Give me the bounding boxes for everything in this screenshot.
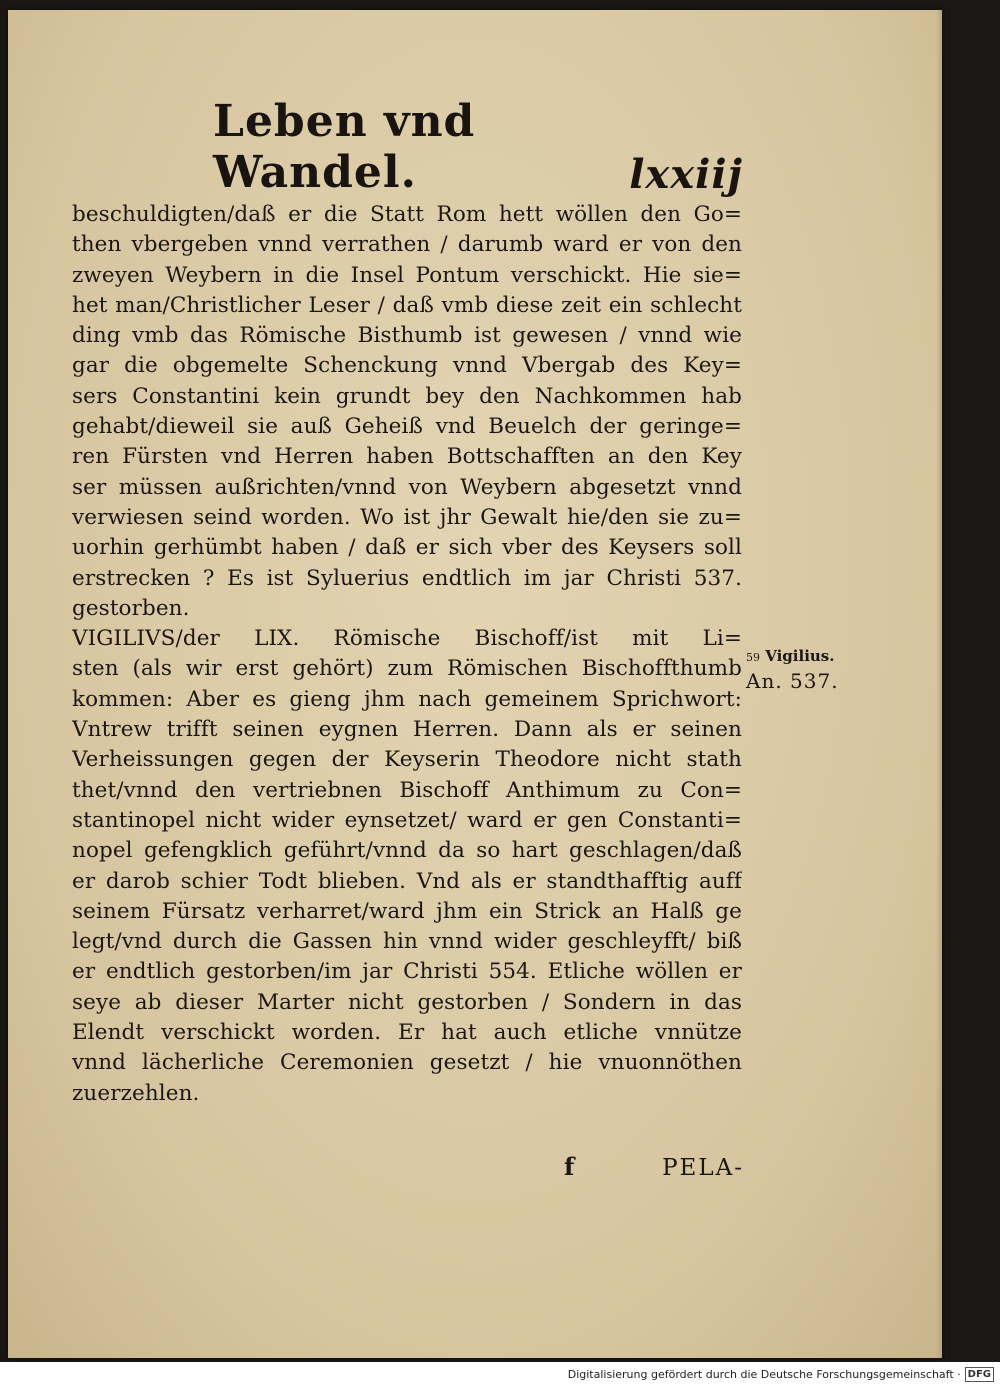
margin-note-year: An. 537. <box>746 669 839 693</box>
folio-number: lxxiij <box>629 151 743 198</box>
text-line: then vbergeben vnnd verrathen / darumb ward er von den <box>72 232 742 258</box>
text-line: legt/vnd durch die Gassen hin vnnd wider geschleyfft/ biß <box>72 929 742 955</box>
text-line: sers Constantini kein grundt bey den Nachkommen hab <box>72 383 742 409</box>
dfg-logo: DFG <box>965 1367 994 1382</box>
body-text <box>72 200 742 1109</box>
footer-text: Digitalisierung gefördert durch die Deutsche Forschungsgemeinschaft · <box>567 1367 961 1381</box>
text-line: ding vmb das Römische Bisthumb ist gewesen / vnnd wie <box>72 323 742 349</box>
text-line: gestorben. <box>72 595 190 621</box>
text-line: Vntrew trifft seinen eygnen Herren. Dann als er seinen <box>72 717 742 743</box>
text-line: verwiesen seind worden. Wo ist jhr Gewalt hie/den sie zu= <box>72 504 742 530</box>
text-line: vnnd lächerliche Ceremonien gesetzt / hie vnuonnöthen <box>72 1050 742 1076</box>
text-line: seinem Fürsatz verharret/ward jhm ein Strick an Halß ge <box>72 898 742 924</box>
text-line: erstrecken ? Es ist Syluerius endtlich im jar Christi 537. <box>72 565 742 591</box>
margin-note <box>746 646 846 694</box>
margin-note-number: 59 <box>746 651 760 664</box>
text-line: gehabt/dieweil sie auß Geheiß vnd Beuelch der geringe= <box>72 414 742 440</box>
margin-note-name: Vigilius. <box>765 647 835 665</box>
running-head-title: Leben vnd Wandel. <box>213 96 476 198</box>
text-line: zweyen Weybern in die Insel Pontum verschickt. Hie sie= <box>72 262 742 288</box>
book-page <box>8 10 942 1358</box>
text-line: nopel gefengklich geführt/vnnd da so hart geschlagen/daß <box>72 838 742 864</box>
text-line: kommen: Aber es gieng jhm nach gemeinem Sprichwort: <box>72 686 742 712</box>
text-line: er darob schier Todt blieben. Vnd als er standthafftig auff <box>72 868 742 894</box>
text-line: VIGILIVS/der LIX. Römische Bischoff/ist mit Li= <box>72 626 742 652</box>
text-line: zuerzehlen. <box>72 1080 200 1106</box>
text-line: ren Fürsten vnd Herren haben Bottschafften an den Key <box>72 444 742 470</box>
text-line: Elendt verschickt worden. Er hat auch etliche vnnütze <box>72 1020 742 1046</box>
margin-note-name-line <box>746 646 846 668</box>
text-line: ser müssen außrichten/vnnd von Weybern abgesetzt vnnd <box>72 474 742 500</box>
text-line: het man/Christlicher Leser / daß vmb diese zeit ein schlecht <box>72 292 742 318</box>
footer-bar <box>0 1362 1000 1386</box>
text-line: thet/vnnd den vertriebnen Bischoff Anthimum zu Con= <box>72 777 742 803</box>
text-line: gar die obgemelte Schenckung vnnd Vbergab des Key= <box>72 353 742 379</box>
text-line: sten (als wir erst gehört) zum Römischen Bischoffthumb <box>72 656 742 682</box>
catch-line <box>564 1152 744 1181</box>
signature-mark: f <box>564 1152 575 1181</box>
text-line: seye ab dieser Marter nicht gestorben / Sondern in das <box>72 989 742 1015</box>
text-line: beschuldigten/daß er die Statt Rom hett wöllen den Go= <box>72 202 742 227</box>
text-line: er endtlich gestorben/im jar Christi 554. Etliche wöllen er <box>72 959 742 985</box>
running-head <box>213 96 743 198</box>
text-line: Verheissungen gegen der Keyserin Theodore nicht stath <box>72 747 742 773</box>
catchword: PELA- <box>662 1155 744 1181</box>
text-line: stantinopel nicht wider eynsetzet/ ward er gen Constanti= <box>72 807 742 833</box>
text-line: uorhin gerhümbt haben / daß er sich vber des Keysers soll <box>72 535 742 561</box>
